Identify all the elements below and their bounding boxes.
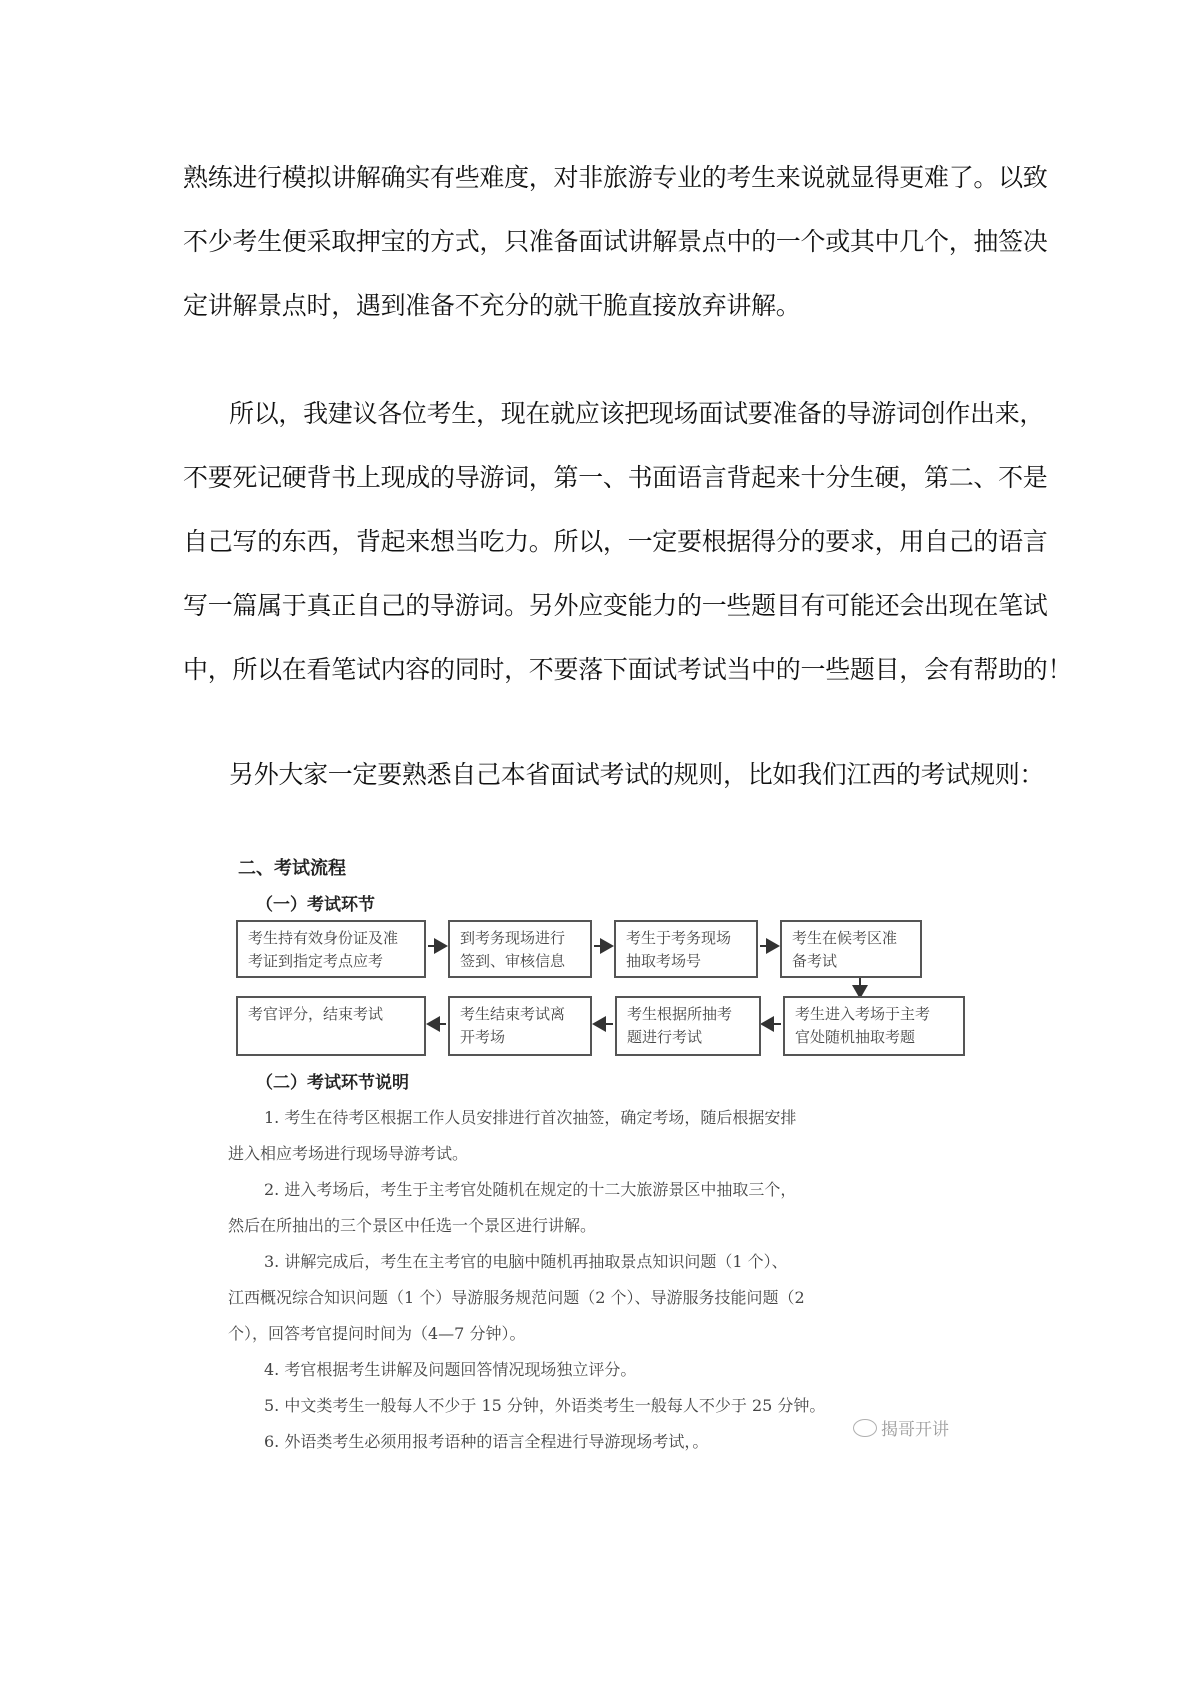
rule-line: 2. 进入考场后，考生于主考官处随机在规定的十二大旅游景区中抽取三个， <box>264 1180 797 1199</box>
rule-line: 个），回答考官提问时间为（4—7 分钟）。 <box>228 1324 526 1343</box>
rule-line: 6. 外语类考生必须用报考语种的语言全程进行导游现场考试，。 <box>264 1432 709 1451</box>
flow-box-text: 备考试 <box>792 952 838 970</box>
flow-box-text: 开考场 <box>460 1028 506 1046</box>
paragraph-3 <box>183 743 1045 807</box>
flow-box-text: 考官评分，结束考试 <box>248 1005 384 1023</box>
paragraph-line: 中，所以在看笔试内容的同时，不要落下面试考试当中的一些题目，会有帮助的！ <box>183 655 1073 684</box>
paragraph-line: 定讲解景点时，遇到准备不充分的就干脆直接放弃讲解。 <box>183 291 801 320</box>
flow-box-text: 考生于考务现场 <box>626 929 732 947</box>
wechat-icon <box>853 1419 877 1437</box>
rule-line: 4. 考官根据考生讲解及问题回答情况现场独立评分。 <box>264 1360 637 1379</box>
paragraph-2 <box>183 382 1073 702</box>
flow-box-text: 签到、审核信息 <box>460 952 566 970</box>
paragraph-line: 另外大家一定要熟悉自己本省面试考试的规则，比如我们江西的考试规则： <box>229 760 1045 789</box>
flow-box-text: 考生持有效身份证及准 <box>248 929 399 947</box>
flow-box-text: 题进行考试 <box>627 1028 703 1046</box>
flow-box-2 <box>448 920 592 978</box>
rule-line: 3. 讲解完成后，考生在主考官的电脑中随机再抽取景点知识问题（1 个）、 <box>264 1252 788 1271</box>
rule-line: 1. 考生在待考区根据工作人员安排进行首次抽签，确定考场，随后根据安排 <box>264 1108 797 1127</box>
paragraph-line: 不少考生便采取押宝的方式，只准备面试讲解景点中的一个或其中几个，抽签决 <box>183 227 1048 256</box>
flow-box-text: 抽取考场号 <box>626 952 702 970</box>
paragraph-1 <box>183 146 1048 338</box>
flow-box-4 <box>780 920 922 978</box>
watermark-text: 揭哥开讲 <box>881 1420 949 1440</box>
paragraph-line: 所以，我建议各位考生，现在就应该把现场面试要准备的导游词创作出来， <box>229 399 1045 428</box>
subsection-title-notes: （二）考试环节说明 <box>256 1073 409 1093</box>
flow-box-7 <box>448 996 592 1056</box>
flow-box-text: 考生进入考场于主考 <box>795 1005 931 1023</box>
flow-box-text: 官处随机抽取考题 <box>795 1028 916 1046</box>
rule-item-3 <box>228 1244 988 1352</box>
paragraph-line: 自己写的东西，背起来想当吃力。所以，一定要根据得分的要求，用自己的语言 <box>183 527 1048 556</box>
flow-box-5 <box>783 996 965 1056</box>
flow-box-text: 考生在候考区准 <box>792 929 898 947</box>
section-title: 二、考试流程 <box>238 858 346 879</box>
rule-line: 然后在所抽出的三个景区中任选一个景区进行讲解。 <box>228 1216 597 1235</box>
flow-box-3 <box>614 920 758 978</box>
rule-item-1 <box>228 1100 988 1172</box>
flow-box-text: 考生结束考试离 <box>460 1005 566 1023</box>
flow-box-text: 考证到指定考点应考 <box>248 952 384 970</box>
rule-line: 进入相应考场进行现场导游考试。 <box>228 1144 469 1163</box>
flow-box-1 <box>236 920 426 978</box>
paragraph-line: 写一篇属于真正自己的导游词。另外应变能力的一些题目有可能还会出现在笔试 <box>183 591 1048 620</box>
rule-item-2 <box>228 1172 988 1244</box>
rule-line: 江西概况综合知识问题（1 个）导游服务规范问题（2 个）、导游服务技能问题（2 <box>228 1288 805 1307</box>
exam-rules-image <box>228 840 988 1480</box>
flow-box-8 <box>236 996 426 1056</box>
subsection-title-stages: （一）考试环节 <box>256 895 375 915</box>
paragraph-line: 熟练进行模拟讲解确实有些难度，对非旅游专业的考生来说就显得更难了。以致 <box>183 163 1048 192</box>
rule-item-4 <box>228 1352 988 1388</box>
paragraph-line: 不要死记硬背书上现成的导游词，第一、书面语言背起来十分生硬，第二、不是 <box>183 463 1048 492</box>
flow-box-text: 考生根据所抽考 <box>627 1005 733 1023</box>
flow-box-6 <box>615 996 761 1056</box>
flow-box-text: 到考务现场进行 <box>460 929 566 947</box>
watermark <box>853 1415 949 1440</box>
rule-line: 5. 中文类考生一般每人不少于 15 分钟，外语类考生一般每人不少于 25 分钟。 <box>264 1396 826 1415</box>
